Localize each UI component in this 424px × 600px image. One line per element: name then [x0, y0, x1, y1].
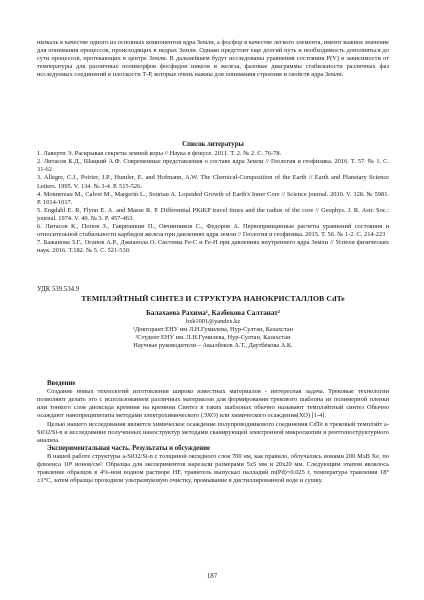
previous-article-conclusion [37, 39, 389, 79]
reference-list [37, 141, 389, 255]
article-authors: Балахаева Рахима¹, Казбекова Салтанат² [146, 309, 280, 317]
section-heading-experimental: Экспериментальная часть. Результаты и обсуждение [47, 444, 211, 452]
scientific-supervisors: Научные руководители – Акылбеков А.Т., Даутбекова А.К. [133, 342, 293, 350]
author-email: bxk1001@yandex.kz [185, 318, 241, 325]
article-title-formula: CdTe [326, 294, 345, 303]
article-title [37, 294, 389, 303]
section-heading-introduction: Введение [47, 380, 76, 387]
reference-item: 5. Engdahl E. R, Flynn E. A. and Masse R. P. Differential PKiKP travel times and the radius of the core // Geophys. J. R. Astr. Soc.: journal. 1974. V. 40. № 3. P. 457-463. [37, 206, 389, 222]
reference-item: 1. Лаверти Э. Раскрывая секреты земной коры // Наука в фокусе. 2011. Т. 2. № 2. С. 76-78. [37, 150, 282, 158]
affiliation-2: ²Студент ЕНУ им. Л.Н.Гумилева, Нур-Султан, Казахстан [135, 334, 291, 342]
references-heading: Список литературы [182, 141, 244, 148]
article-title-text: ТЕМПЛЭЙТНЫЙ СИНТЕЗ И СТРУКТУРА НАНОКРИСТАЛЛОВ [81, 294, 327, 303]
page-number: 187 [206, 573, 218, 580]
udc-code: УДК 539.534.9 [37, 286, 80, 293]
reference-item: 6. Литасов К., Попов З., Гаврюшкин П., Овчинников С., Федоров А. Первопринципные расчеты уравнений состояния и относительной стабильности карбидов железа при давлениях ядра земли // Геология и геофизика. 2015. Т. 56. № 1-2. С. 214-223 [37, 223, 389, 239]
conclusion-paragraph: низкаль в качестве одного из основных компонентов ядра Земли, а фосфор в качестве легкого элемента, имеют важное значение для понимания процессов, происходящих в недрах Земли. Однако предстоит еще долгий путь и необходимость дополняться до сути процессов, протекающих в центре Земли. В дальнейшем будут исследованы уравнения состояния P(V) в зависимости от температуры для различных полиморфов фосфидов никеля и железа, фазовые диаграммы стабильности различных фаз исследуемых соединений в плоскости Т-Р, которые очень важны для понимания строения и свойств ядра Земли. [37, 39, 389, 79]
reference-item: 3. Allegre, C.J., Poirier, J.P., Humler, E. and Hofmann, A.W. The Chemical-Composition of the Earth // Earth and Planetary Science Letters. 1995. V. 134. № 3-4. P. 515-526. [37, 174, 389, 190]
article-header [37, 286, 389, 350]
body-paragraph: Создание новых технологий изготовления широко известных материалов - интересная задача. Трековые технологии позволяют делать это с использованием различных материалов для формирования трекового шаблона из полимерной пленки или тонкого слоя диоксида кремния на кремнии Синтез в таких шаблонах обычно называют темплэйтный синтез Обычно осаждают нанопреципитаты методами электрохимического (ЭХО) или химического осаждения(ХО) [1-4]. [37, 388, 389, 420]
reference-item: 2. Литасов К.Д., Шацкий А.Ф. Современные представления о составе ядра Земли // Геология и геофизика. 2016. Т. 57. № 1. С. 31-62 [37, 158, 389, 174]
body-paragraph: В нашей работе структуры a-SiO2/Si-n с толщиной оксидного слоя 700 нм, как правило, облучались ионами 200 МэВ Xe, по флюенса 10⁸ ионов/см². Образцы для экспериментов нарезали размерами 5x5 мм и 20x20 мм. Следующим этапом являлось травление образцов в 4%-ном водном растворе HF, травитель выпускал палладий m(Pd)=0.025 г, температура травления 18°±1°C, затем образцы проходили ультразвуковую очистку, промывание в дистиллированной воде и сушку. [37, 453, 389, 485]
article-body [37, 380, 389, 485]
reference-item: 7. Бажанова З.Г., Оганов А.Р., Джианола О. Системы Fe-C и Fe-H при давлениях внутреннего ядра Земли // Успехи физических наук. 2016. Т.182. № 5. С. 521-530. [37, 239, 389, 255]
reference-item: 4. Monnereau M., Calvet M., Margerin L., Souriau A. Lopsided Growth of Earth's Inner Core // Science journal. 2010. V. 328. № 5981. P. 1014-1017. [37, 190, 389, 206]
body-paragraph: Целью нашего исследования является химическое осаждение полупроводникового соединения CdTe в трековый темплэйт a-SiO2/Si-n и исследование полученных наноструктур методами сканирующей электронной микроскопии и рентгеноструктурного анализа. [37, 420, 389, 444]
affiliation-1: ¹Докторант ЕНУ им Л.Н.Гумилева, Нур-Султан, Казахстан [132, 326, 294, 334]
